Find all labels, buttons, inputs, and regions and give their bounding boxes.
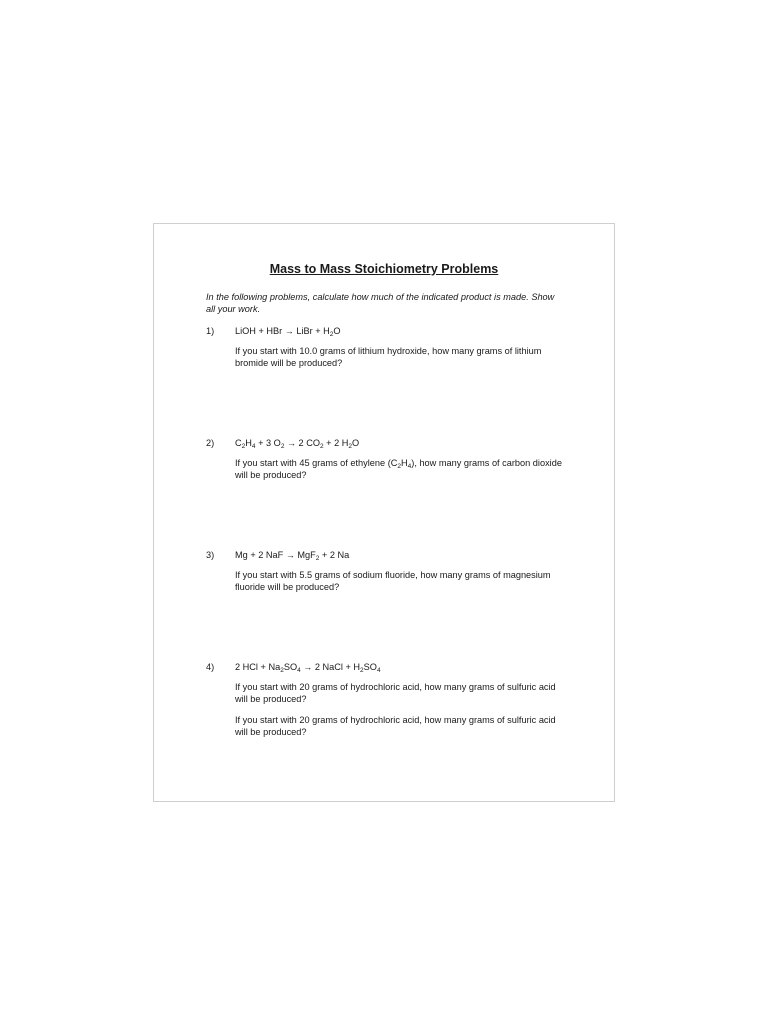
q-text: If you start with 45 grams of ethylene (C bbox=[235, 458, 398, 468]
question-text: If you start with 10.0 grams of lithium hydroxide, how many grams of lithium bromide will be produced? bbox=[235, 346, 542, 368]
eq-subscript: 4 bbox=[376, 667, 381, 674]
eq-text: H bbox=[245, 438, 252, 448]
q-text: ), how many grams of carbon dioxide will be produced? bbox=[235, 458, 562, 480]
eq-subscript: 2 bbox=[315, 555, 320, 562]
eq-text: LiOH + HBr bbox=[235, 326, 285, 336]
eq-text: SO bbox=[283, 662, 298, 672]
chemical-equation bbox=[235, 325, 341, 337]
problem-number: 2) bbox=[206, 438, 215, 448]
eq-text: O bbox=[333, 326, 341, 336]
question-text bbox=[235, 457, 565, 481]
worksheet-page bbox=[153, 223, 615, 802]
eq-text: + 2 Na bbox=[319, 550, 350, 560]
eq-subscript: 4 bbox=[251, 443, 256, 450]
eq-text: LiBr + H bbox=[293, 326, 330, 336]
instructions: In the following problems, calculate how much of the indicated product is made. Show all your work. bbox=[206, 292, 555, 314]
eq-text: O bbox=[352, 438, 360, 448]
question-text: If you start with 20 grams of hydrochloric acid, how many grams of sulfuric acid will be produced? bbox=[235, 715, 556, 737]
eq-subscript: 2 bbox=[348, 443, 353, 450]
eq-subscript: 2 bbox=[280, 667, 284, 674]
problem-number: 1) bbox=[206, 326, 215, 336]
arrow-icon: → bbox=[285, 550, 295, 560]
eq-text: C bbox=[235, 438, 242, 448]
question-text: If you start with 5.5 grams of sodium fluoride, how many grams of magnesium fluoride will be produced? bbox=[235, 570, 551, 592]
eq-text: MgF bbox=[294, 550, 316, 560]
eq-text: + 3 O bbox=[255, 438, 281, 448]
arrow-icon: → bbox=[284, 326, 294, 336]
eq-subscript: 2 bbox=[241, 443, 246, 450]
eq-subscript: 2 bbox=[329, 331, 334, 338]
chemical-equation bbox=[235, 437, 359, 449]
eq-text: + 2 H bbox=[323, 438, 349, 448]
problem-number: 3) bbox=[206, 550, 215, 560]
chemical-equation bbox=[235, 661, 381, 673]
eq-text: Mg + 2 NaF bbox=[235, 550, 286, 560]
eq-text: 2 CO bbox=[296, 438, 320, 448]
problem-number: 4) bbox=[206, 662, 215, 672]
eq-subscript: 2 bbox=[320, 443, 324, 450]
eq-text: SO bbox=[363, 662, 377, 672]
question-text: If you start with 20 grams of hydrochloric acid, how many grams of sulfuric acid will be produced? bbox=[235, 682, 556, 704]
arrow-icon: → bbox=[287, 438, 296, 448]
eq-text: 2 HCl + Na bbox=[235, 662, 281, 672]
arrow-icon: → bbox=[303, 662, 313, 672]
q-text: H bbox=[401, 458, 408, 468]
eq-subscript: 4 bbox=[297, 667, 301, 674]
eq-text: 2 NaCl + H bbox=[312, 662, 361, 672]
chemical-equation bbox=[235, 549, 349, 561]
q-subscript: 4 bbox=[407, 463, 412, 470]
page-title: Mass to Mass Stoichiometry Problems bbox=[269, 262, 499, 276]
eq-subscript: 2 bbox=[280, 443, 285, 450]
eq-subscript: 2 bbox=[360, 667, 364, 674]
q-subscript: 2 bbox=[397, 463, 402, 470]
